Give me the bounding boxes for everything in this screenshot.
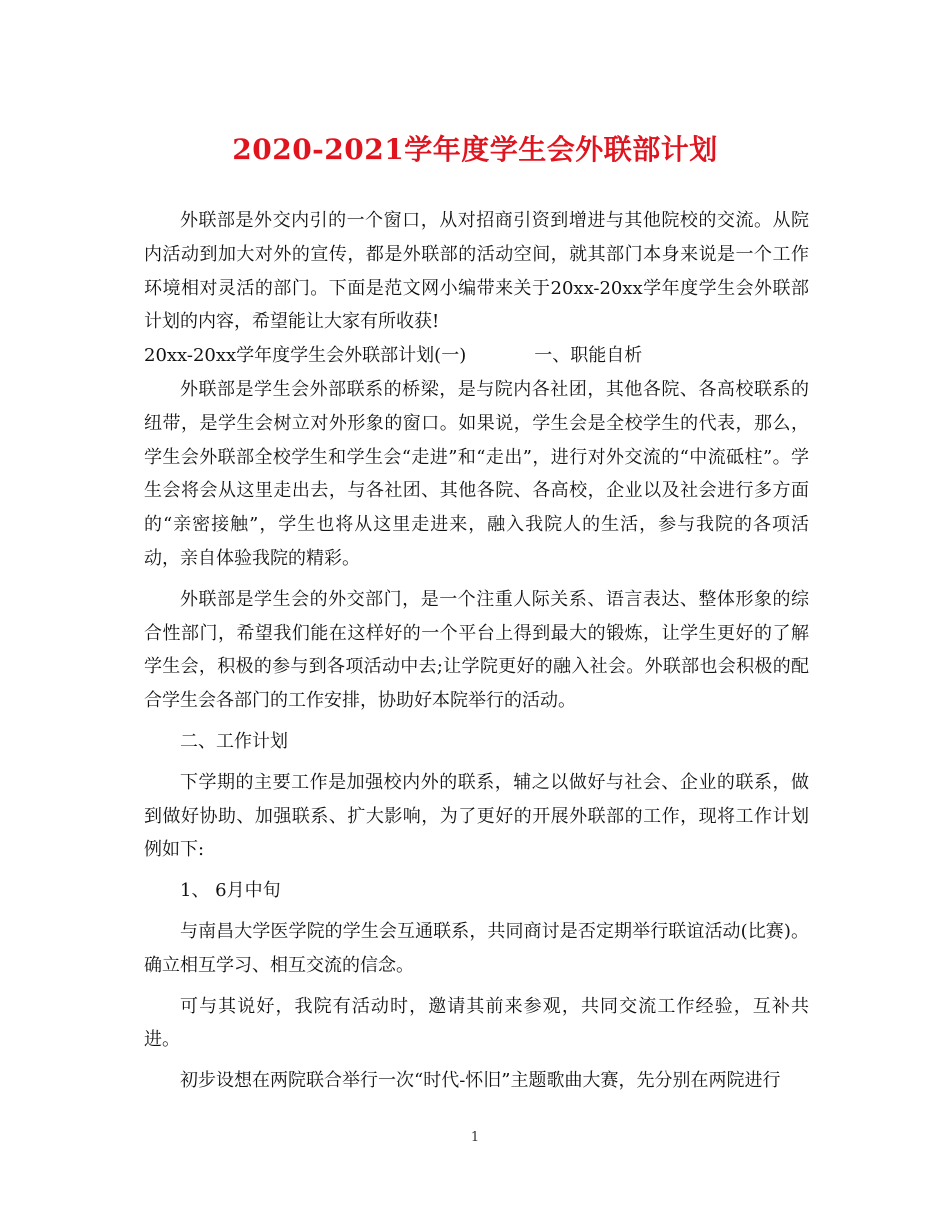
body-paragraph: 可与其说好，我院有活动时，邀请其前来参观，共同交流工作经验，互补共进。	[144, 995, 809, 1051]
document-title: 2020-2021学年度学生会外联部计划	[232, 133, 718, 166]
section2-heading: 二、工作计划	[180, 730, 288, 752]
body-paragraph: 初步设想在两院联合举行一次“时代-怀旧”主题歌曲大赛，先分别在两院进行	[180, 1070, 781, 1092]
body-paragraph: 与南昌大学医学院的学生会互通联系，共同商讨是否定期举行联谊活动(比赛)。确立相互学习、相互交流的信念。	[144, 920, 809, 976]
document-body	[144, 204, 809, 1098]
intro-paragraph: 外联部是外交内引的一个窗口，从对招商引资到增进与其他院校的交流。从院内活动到加大对外的宣传，都是外联部的活动空间，就其部门本身来说是一个工作环境相对灵活的部门。下面是范文网小编带来关于20xx-20xx学年度学生会外联部计划的内容，希望能让大家有所收获!	[144, 210, 809, 333]
body-paragraph: 外联部是学生会的外交部门，是一个注重人际关系、语言表达、整体形象的综合性部门，希望我们能在这样好的一个平台上得到最大的锻炼，让学生更好的了解学生会，积极的参与到各项活动中去;让学院更好的融入社会。外联部也会积极的配合学生会各部门的工作安排，协助好本院举行的活动。	[144, 588, 809, 712]
plan-heading-line	[144, 339, 809, 373]
item1-heading: 1、 6月中旬	[180, 880, 281, 902]
page-number: 1	[470, 1130, 480, 1145]
body-paragraph: 下学期的主要工作是加强校内外的联系，辅之以做好与社会、企业的联系，做到做好协助、加强联系、扩大影响，为了更好的开展外联部的工作，现将工作计划例如下:	[144, 771, 809, 861]
plan-heading: 20xx-20xx学年度学生会外联部计划(一)	[144, 345, 467, 367]
body-paragraph: 外联部是学生会外部联系的桥梁，是与院内各社团，其他各院、各高校联系的纽带，是学生会树立对外形象的窗口。如果说，学生会是全校学生的代表，那么，学生会外联部全校学生和学生会“走进”和“走出”，进行对外交流的“中流砥柱”。学生会将会从这里走出去，与各社团、其他各院、各高校，企业以及社会进行多方面的“亲密接触”，学生也将从这里走进来，融入我院人的生活，参与我院的各项活动，亲自体验我院的精彩。	[144, 378, 809, 569]
section1-heading: 一、职能自析	[534, 345, 643, 367]
